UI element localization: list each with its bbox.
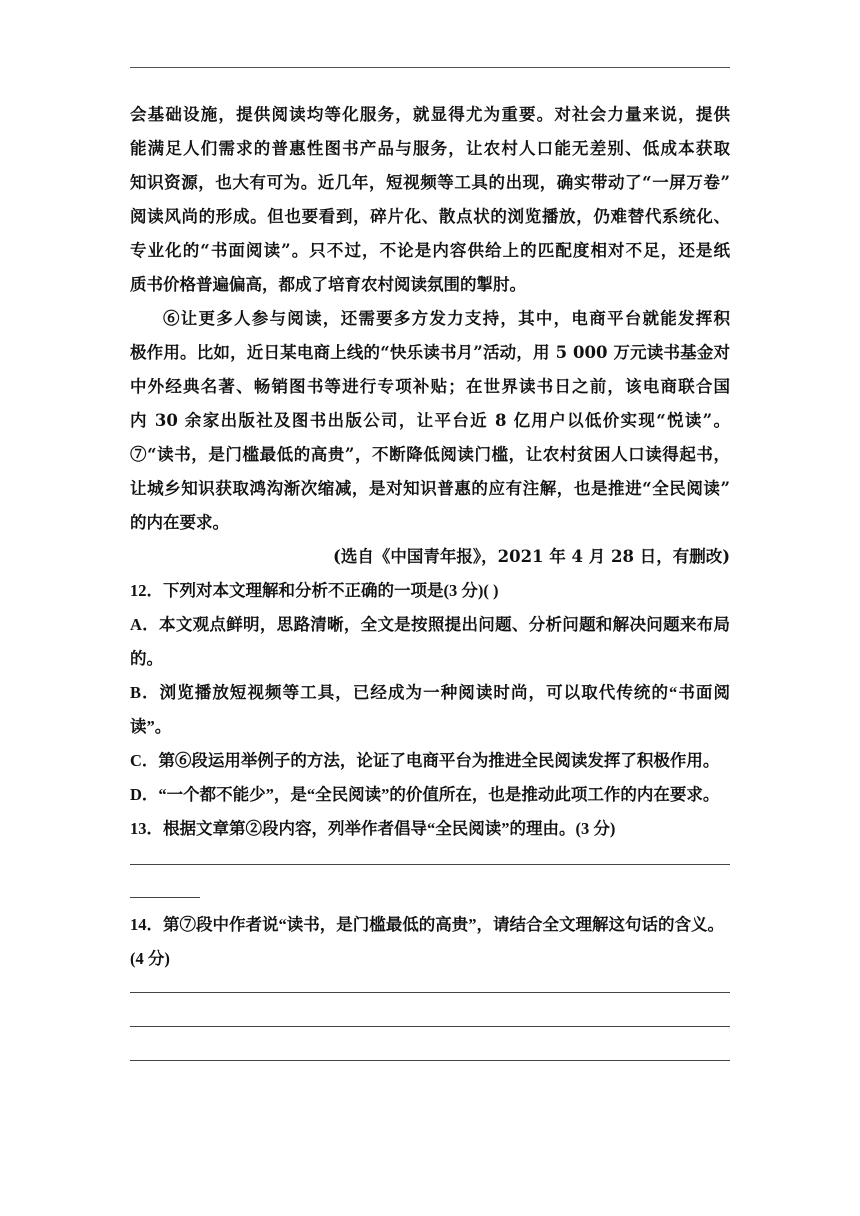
answer-line[interactable] <box>130 992 730 993</box>
passage-line: 极作用。比如，近日某电商上线的“快乐读书月”活动，用 5 000 万元读书基金对 <box>130 343 730 362</box>
content <box>130 98 730 1061</box>
header-rule <box>130 67 730 68</box>
passage-line: 让城乡知识获取鸿沟渐次缩减，是对知识普惠的应有注解，也是推进“全民阅读” <box>130 479 730 498</box>
question-12 <box>130 574 730 812</box>
question-stem: 14．第⑦段中作者说“读书，是门槛最低的高贵”，请结合全文理解这句话的含义。(4 分) <box>130 915 724 968</box>
passage-line: 中外经典名著、畅销图书等进行专项补贴；在世界读书日之前，该电商联合国 <box>130 377 730 396</box>
paragraph-7 <box>130 438 730 540</box>
passage-line: 知识资源，也大有可为。近几年，短视频等工具的出现，确实带动了“一屏万卷” <box>130 173 730 192</box>
passage-line: 专业化的“书面阅读”。只不过，不论是内容供给上的匹配度相对不足，还是纸 <box>130 241 730 260</box>
passage-line: 内 30 余家出版社及图书出版公司，让平台近 8 亿用户以低价实现“悦读”。 <box>130 411 730 430</box>
question-stem: 13．根据文章第②段内容，列举作者倡导“全民阅读”的理由。(3 分) <box>130 819 616 838</box>
passage-line: ⑥让更多人参与阅读，还需要多方发力支持，其中，电商平台就能发挥积 <box>163 309 730 328</box>
passage-line: 质书价格普遍偏高，都成了培育农村阅读氛围的掣肘。 <box>130 275 526 294</box>
question-14 <box>130 908 730 1061</box>
passage-line: 会基础设施，提供阅读均等化服务，就显得尤为重要。对社会力量来说，提供 <box>130 105 730 124</box>
passage-line: ⑦“读书，是门槛最低的高贵”，不断降低阅读门槛，让农村贫困人口读得起书， <box>130 445 730 464</box>
paragraph-5 <box>130 98 730 302</box>
passage-line: 的内在要求。 <box>130 513 229 532</box>
question-13 <box>130 812 730 898</box>
option-a: A．本文观点鲜明，思路清晰，全文是按照提出问题、分析问题和解决问题来布局的。 <box>130 615 730 668</box>
paragraph-6 <box>130 302 730 438</box>
passage-line: 能满足人们需求的普惠性图书产品与服务，让农村人口能无差别、低成本获取 <box>130 139 730 158</box>
option-b: B．浏览播放短视频等工具，已经成为一种阅读时尚，可以取代传统的“书面阅读”。 <box>130 683 730 736</box>
answer-line[interactable] <box>130 864 730 865</box>
answer-line[interactable] <box>130 1060 730 1061</box>
passage-line: 阅读风尚的形成。但也要看到，碎片化、散点状的浏览播放，仍难替代系统化、 <box>130 207 730 226</box>
option-d: D．“一个都不能少”，是“全民阅读”的价值所在，也是推动此项工作的内在要求。 <box>130 785 720 804</box>
answer-line[interactable] <box>130 897 200 898</box>
question-stem: 12．下列对本文理解和分析不正确的一项是(3 分)( ) <box>130 581 499 600</box>
option-c: C．第⑥段运用举例子的方法，论证了电商平台为推进全民阅读发挥了积极作用。 <box>130 751 720 770</box>
source-citation: (选自《中国青年报》，2021 年 4 月 28 日，有删改) <box>333 547 730 566</box>
answer-line[interactable] <box>130 1026 730 1027</box>
